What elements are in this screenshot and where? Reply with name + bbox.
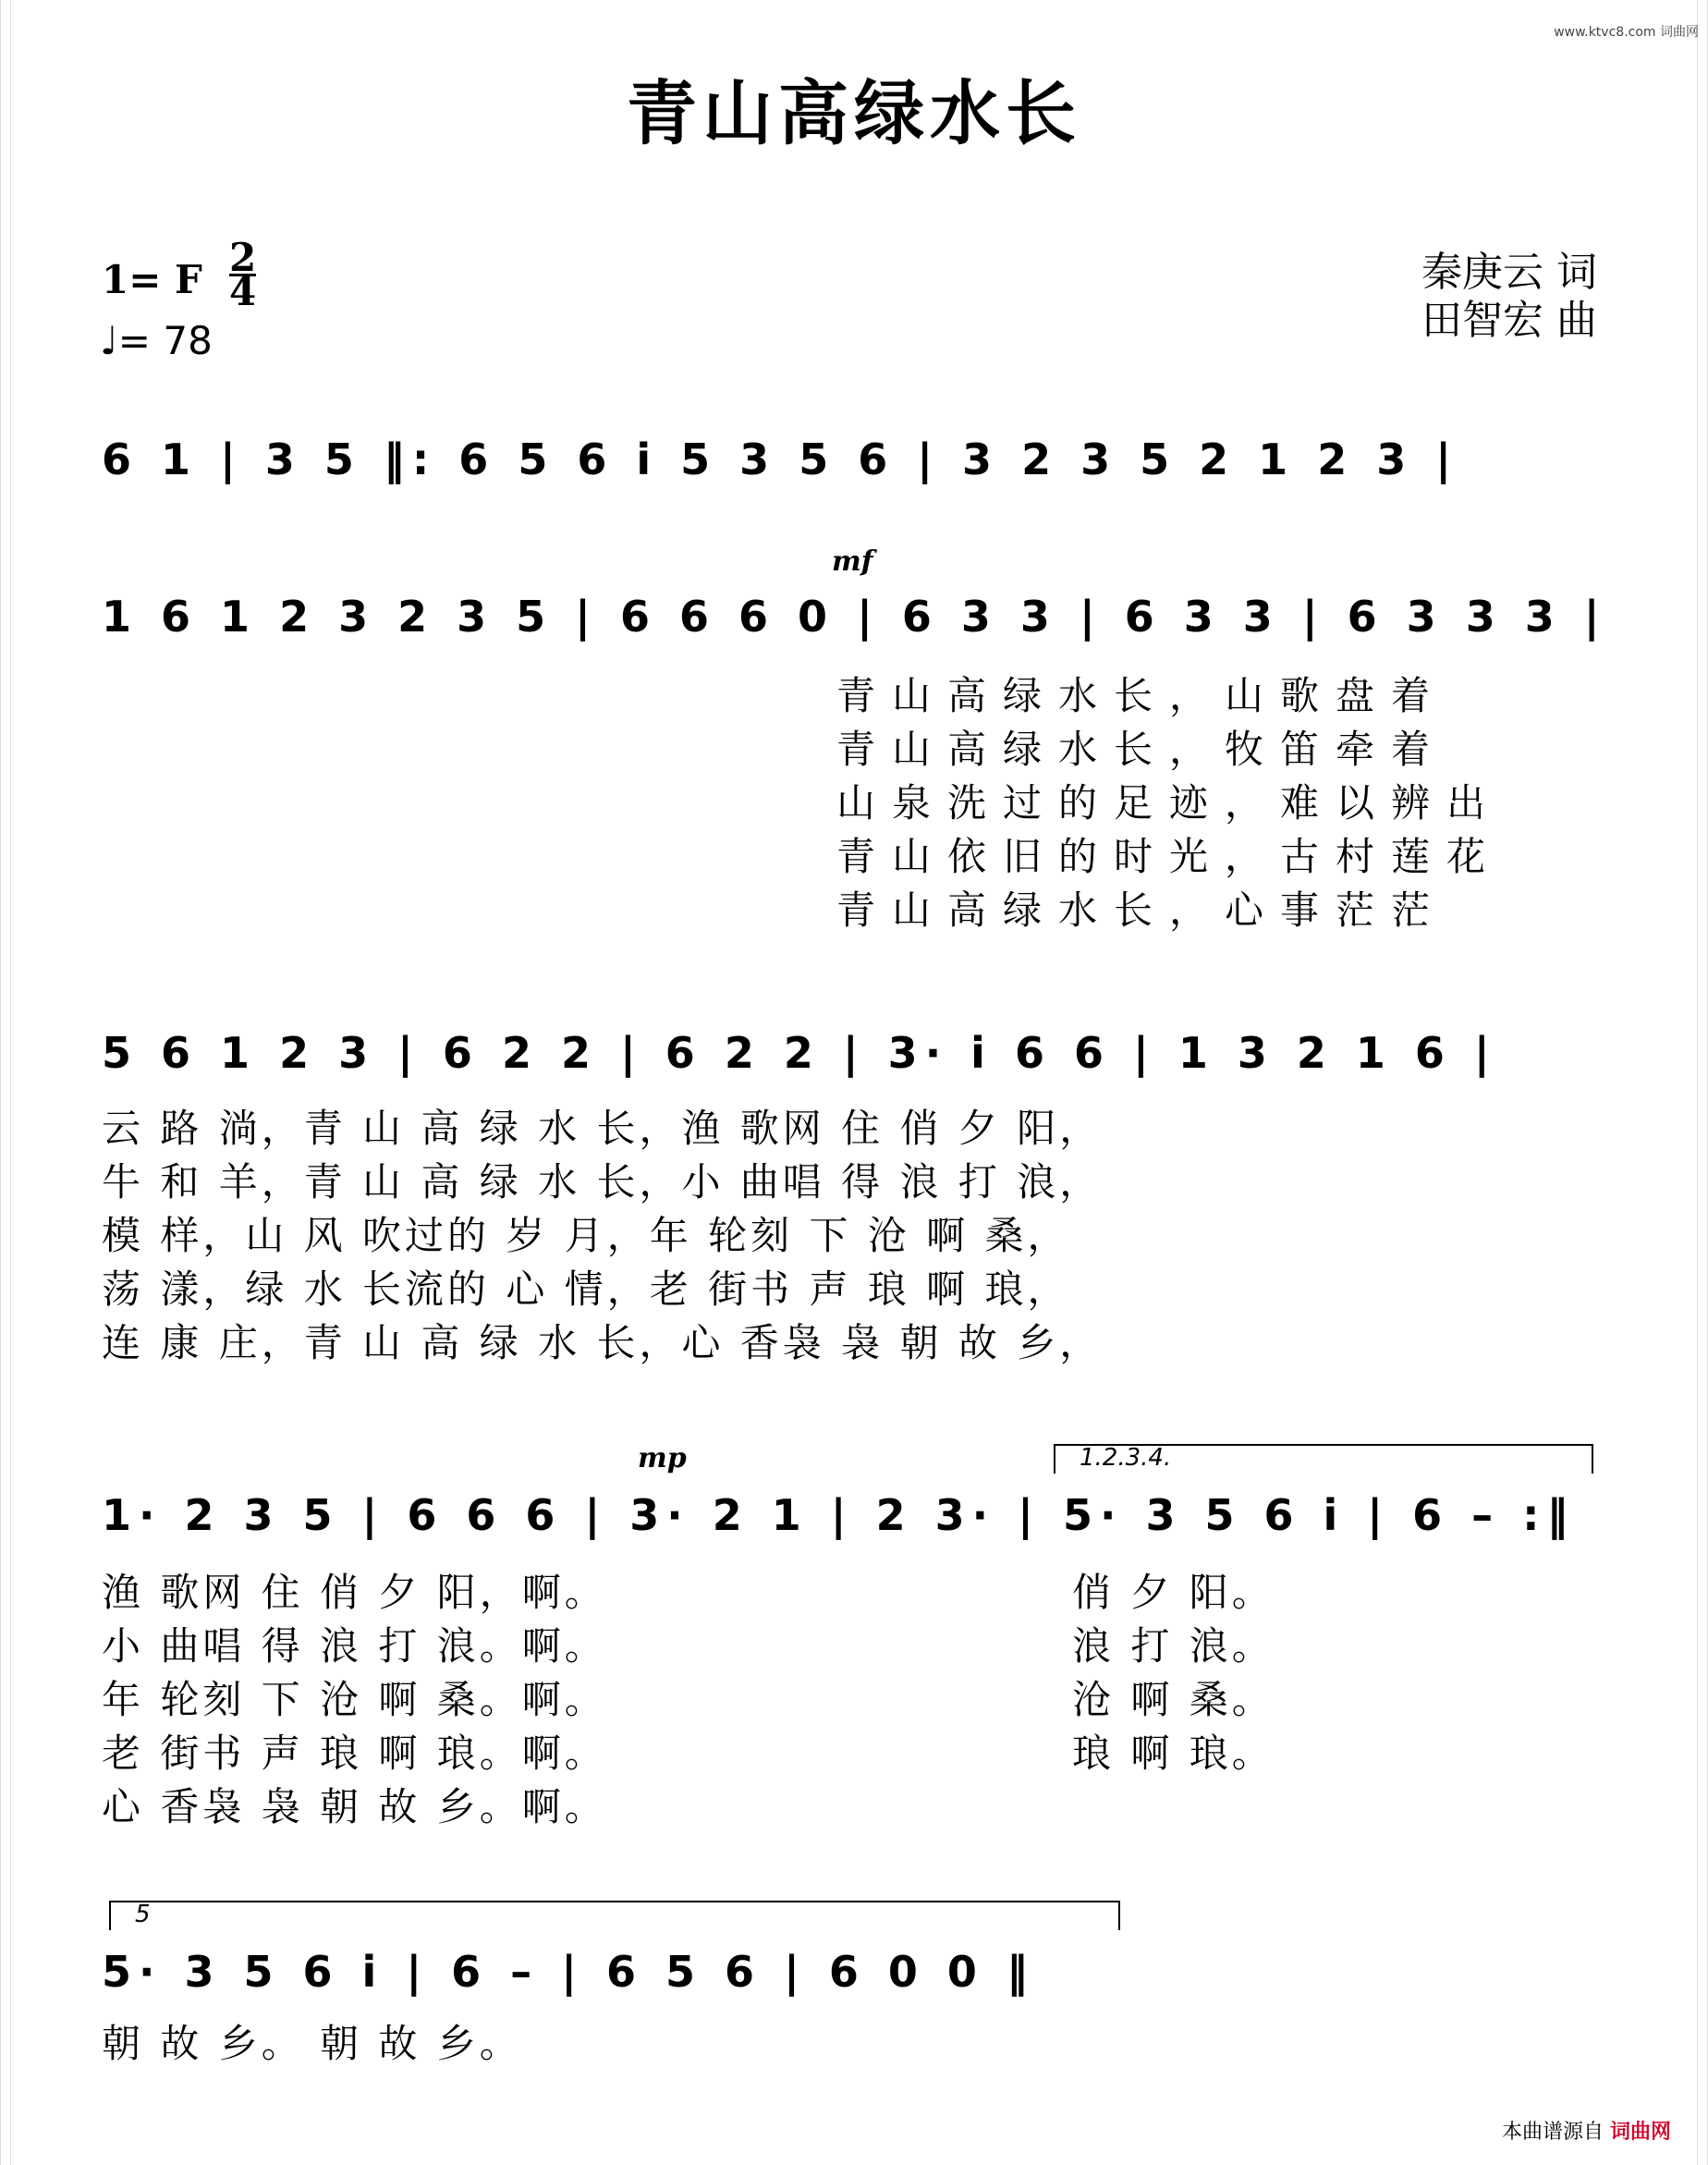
lyric-line: 心 香袅 袅 朝 故 乡。啊。 <box>102 1784 607 1829</box>
left-margin-strip <box>0 0 11 2165</box>
lyric-line: 老 街书 声 琅 啊 琅。啊。 <box>102 1731 607 1776</box>
volta-bracket-2 <box>109 1901 1120 1930</box>
lyric-line: 青山依旧的时光，古村莲花 <box>836 834 1503 879</box>
lyric-line: 山泉洗过的足迹，难以辨出 <box>836 780 1503 826</box>
time-denominator: 4 <box>229 269 257 314</box>
lyric-line: 青山高绿水长，山歌盘着 <box>836 673 1447 718</box>
lyric-line: 青山高绿水长，牧笛牵着 <box>836 727 1447 772</box>
notation-row-1: 6 1 | 3 5 ‖: 6 5 6 i 5 3 5 6 | 3 2 3 5 2 1 2 3 | <box>102 434 1459 484</box>
time-signature <box>229 235 257 314</box>
lyricist-credit: 秦庚云 词 <box>1421 249 1597 296</box>
footer-brand-link[interactable]: 词曲网 <box>1609 2121 1671 2144</box>
lyric-line: 青山高绿水长，心事茫茫 <box>836 887 1447 933</box>
lyric-line-ending: 俏 夕 阳。 <box>1072 1570 1275 1615</box>
time-numerator: 2 <box>229 235 257 280</box>
dynamic-mp: mp <box>638 1442 687 1474</box>
footer-text: 本曲谱源自 <box>1501 2121 1604 2144</box>
lyric-line-ending: 琅 啊 琅。 <box>1072 1731 1275 1776</box>
key-signature: 1= F <box>102 257 202 302</box>
lyric-line: 年 轮刻 下 沧 啊 桑。啊。 <box>102 1677 607 1722</box>
notation-row-2: 1 6 1 2 3 2 3 5 | 6 6 6 0 | 6 3 3 | 6 3 3 | 6 3 3 3 | <box>102 592 1607 642</box>
volta-label-2: 5 <box>135 1901 151 1928</box>
lyric-line: 小 曲唱 得 浪 打 浪。啊。 <box>102 1623 607 1669</box>
footer-credit <box>1502 2116 1671 2145</box>
lyric-line-ending: 浪 打 浪。 <box>1072 1623 1275 1669</box>
song-title: 青山高绿水长 <box>627 72 1081 154</box>
right-margin-strip <box>1697 0 1708 2165</box>
notation-row-4: 1· 2 3 5 | 6 6 6 | 3· 2 1 | 2 3· | 5· 3 5 6 i | 6 – :‖ <box>102 1490 1576 1540</box>
composer-credit: 田智宏 曲 <box>1421 297 1597 344</box>
lyric-line: 模 样，山 风 吹过的 岁 月，年 轮刻 下 沧 啊 桑， <box>102 1213 1070 1258</box>
volta-label-1: 1.2.3.4. <box>1080 1444 1172 1472</box>
lyric-line: 连 康 庄，青 山 高 绿 水 长，心 香袅 袅 朝 故 乡， <box>102 1320 1103 1365</box>
site-watermark: www.ktvc8.com 词曲网 <box>1554 25 1699 40</box>
notation-row-5: 5· 3 5 6 i | 6 – | 6 5 6 | 6 0 0 ‖ <box>102 1947 1035 1997</box>
lyric-line: 牛 和 羊，青 山 高 绿 水 长，小 曲唱 得 浪 打 浪， <box>102 1159 1103 1205</box>
lyric-line: 荡 漾，绿 水 长流的 心 情，老 街书 声 琅 啊 琅， <box>102 1266 1070 1312</box>
tempo-marking: ♩= 78 <box>100 318 213 363</box>
notation-row-3: 5 6 1 2 3 | 6 2 2 | 6 2 2 | 3· i 6 6 | 1 3 2 1 6 | <box>102 1028 1497 1078</box>
lyric-line: 渔 歌网 住 俏 夕 阳，啊。 <box>102 1570 607 1615</box>
lyric-line-ending: 沧 啊 桑。 <box>1072 1677 1275 1722</box>
dynamic-mf: mf <box>832 545 873 578</box>
lyric-line: 云 路 淌，青 山 高 绿 水 长，渔 歌网 住 俏 夕 阳， <box>102 1106 1103 1151</box>
lyrics-block-4: 朝 故 乡。 朝 故 乡。 <box>102 2021 522 2066</box>
